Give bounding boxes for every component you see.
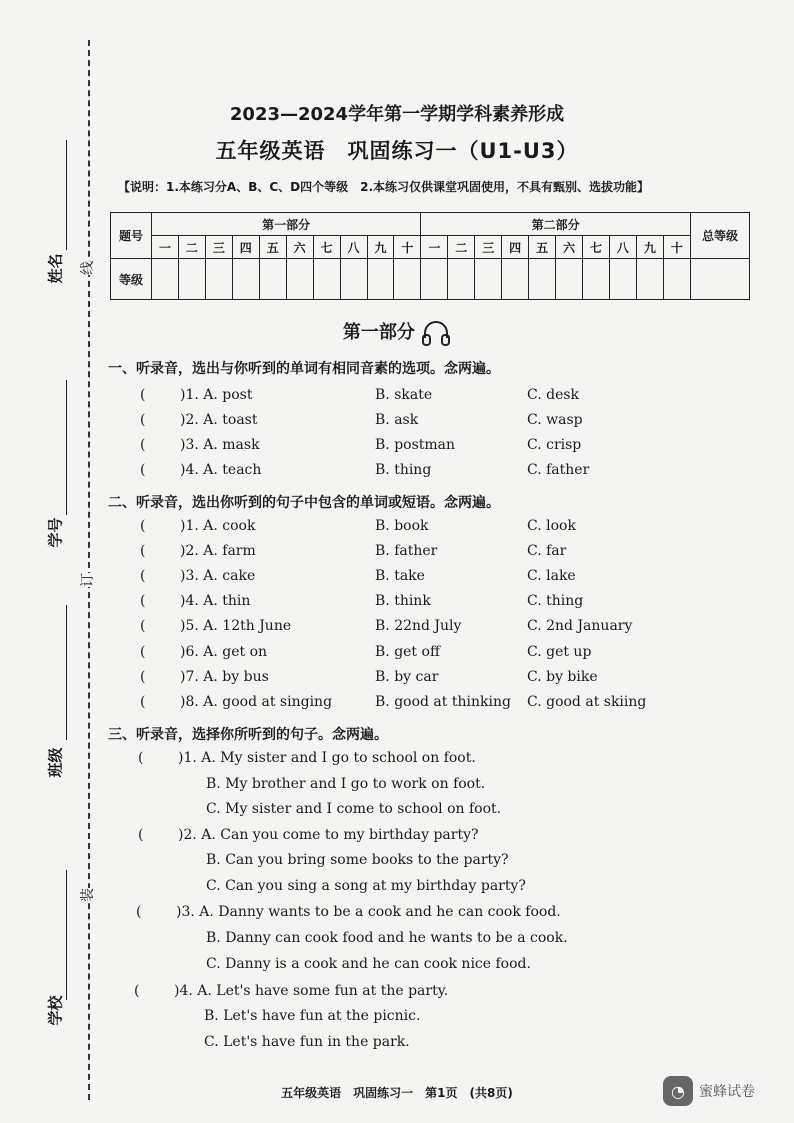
grade-cell[interactable] bbox=[152, 259, 179, 300]
grade-cell[interactable] bbox=[556, 259, 583, 300]
answer-paren[interactable]: ( bbox=[140, 462, 146, 478]
exam-title: 2023—2024学年第一学期学科素养形成 bbox=[229, 104, 565, 125]
option-c: C. lake bbox=[527, 568, 576, 584]
option-a: )3. A. cake bbox=[180, 568, 256, 584]
question-number: 十 bbox=[663, 236, 690, 259]
id-write-line[interactable] bbox=[66, 380, 67, 515]
grade-table bbox=[110, 212, 750, 300]
id-label: 学号 bbox=[46, 517, 65, 548]
class-label: 班级 bbox=[46, 747, 65, 778]
grade-cell[interactable] bbox=[583, 259, 610, 300]
option-b: B. My brother and I go to work on foot. bbox=[206, 776, 486, 792]
answer-paren[interactable]: ( bbox=[138, 827, 144, 843]
option-c: C. desk bbox=[527, 387, 580, 403]
school-write-line[interactable] bbox=[66, 870, 67, 1000]
total-grade-header: 总等级 bbox=[691, 213, 750, 259]
grade-cell[interactable] bbox=[448, 259, 475, 300]
grade-cell[interactable] bbox=[286, 259, 313, 300]
grade-cell[interactable] bbox=[178, 259, 205, 300]
option-a: )1. A. My sister and I go to school on foot. bbox=[178, 750, 476, 766]
grade-cell[interactable] bbox=[609, 259, 636, 300]
grade-cell[interactable] bbox=[502, 259, 529, 300]
answer-paren[interactable]: ( bbox=[138, 750, 144, 766]
option-b: B. father bbox=[375, 543, 438, 559]
question-number: 七 bbox=[583, 236, 610, 259]
option-c: C. good at skiing bbox=[527, 694, 647, 710]
option-b: B. book bbox=[375, 518, 429, 534]
question-number: 七 bbox=[313, 236, 340, 259]
option-c: C. far bbox=[527, 543, 567, 559]
grade-cell[interactable] bbox=[529, 259, 556, 300]
question-number: 五 bbox=[529, 236, 556, 259]
grade-cell[interactable] bbox=[259, 259, 286, 300]
grade-cell[interactable] bbox=[367, 259, 394, 300]
answer-paren[interactable]: ( bbox=[140, 644, 146, 660]
option-b: B. good at thinking bbox=[375, 694, 511, 710]
section-1-heading: 一、听录音，选出与你听到的单词有相同音素的选项。念两遍。 bbox=[108, 361, 500, 377]
answer-paren[interactable]: ( bbox=[140, 518, 146, 534]
option-a: )8. A. good at singing bbox=[180, 694, 333, 710]
watermark bbox=[663, 1076, 755, 1106]
question-number: 九 bbox=[367, 236, 394, 259]
answer-paren[interactable]: ( bbox=[140, 694, 146, 710]
option-c: C. My sister and I come to school on foot. bbox=[206, 801, 502, 817]
answer-paren[interactable]: ( bbox=[140, 412, 146, 428]
answer-paren[interactable]: ( bbox=[140, 387, 146, 403]
option-b: B. postman bbox=[375, 437, 456, 453]
grade-cell[interactable] bbox=[313, 259, 340, 300]
question-number: 六 bbox=[286, 236, 313, 259]
bind-char-line: 线 bbox=[77, 261, 97, 275]
option-a: )2. A. toast bbox=[180, 412, 258, 428]
option-b: B. ask bbox=[375, 412, 419, 428]
grade-cell[interactable] bbox=[636, 259, 663, 300]
grade-cell[interactable] bbox=[394, 259, 421, 300]
option-b: B. Can you bring some books to the party? bbox=[206, 852, 509, 868]
option-a: )2. A. Can you come to my birthday party? bbox=[178, 827, 479, 843]
grade-cell[interactable] bbox=[421, 259, 448, 300]
grade-cell[interactable] bbox=[475, 259, 502, 300]
grade-cell[interactable] bbox=[232, 259, 259, 300]
part1-title-wrap bbox=[0, 318, 794, 346]
total-grade-cell[interactable] bbox=[691, 259, 750, 300]
question-number: 二 bbox=[178, 236, 205, 259]
option-b: B. skate bbox=[375, 387, 433, 403]
option-c: C. father bbox=[527, 462, 590, 478]
option-c: C. look bbox=[527, 518, 576, 534]
option-c: C. Let's have fun in the park. bbox=[204, 1034, 410, 1050]
row-label-grade: 等级 bbox=[111, 259, 152, 300]
option-a: )2. A. farm bbox=[180, 543, 256, 559]
section-2-heading: 二、听录音，选出你听到的句子中包含的单词或短语。念两遍。 bbox=[108, 495, 500, 511]
option-b: B. thing bbox=[375, 462, 432, 478]
grade-cell[interactable] bbox=[340, 259, 367, 300]
question-number: 五 bbox=[259, 236, 286, 259]
option-b: B. get off bbox=[375, 644, 440, 660]
part1-title: 第一部分 bbox=[342, 322, 415, 343]
option-c: C. wasp bbox=[527, 412, 583, 428]
question-number: 一 bbox=[152, 236, 179, 259]
option-c: C. by bike bbox=[527, 669, 598, 685]
option-c: C. thing bbox=[527, 593, 584, 609]
row-label-number: 题号 bbox=[111, 213, 152, 259]
option-c: C. crisp bbox=[527, 437, 582, 453]
option-a: )1. A. post bbox=[180, 387, 253, 403]
option-a: )3. A. mask bbox=[180, 437, 260, 453]
answer-paren[interactable]: ( bbox=[140, 618, 146, 634]
question-number: 四 bbox=[502, 236, 529, 259]
option-b: B. take bbox=[375, 568, 425, 584]
instructions-note: 【说明：1.本练习分A、B、C、D四个等级 2.本练习仅供课堂巩固使用，不具有甄别、选拔功能】 bbox=[118, 180, 650, 194]
option-c: C. Danny is a cook and he can cook nice food. bbox=[206, 956, 531, 972]
grade-cell[interactable] bbox=[205, 259, 232, 300]
option-a: )5. A. 12th June bbox=[180, 618, 292, 634]
part1-header: 第一部分 bbox=[152, 213, 421, 236]
question-number: 八 bbox=[609, 236, 636, 259]
name-label: 姓名 bbox=[46, 253, 65, 284]
option-c: C. Can you sing a song at my birthday party? bbox=[206, 878, 526, 894]
question-number: 八 bbox=[340, 236, 367, 259]
option-b: B. think bbox=[375, 593, 431, 609]
option-b: B. 22nd July bbox=[375, 618, 462, 634]
part2-header: 第二部分 bbox=[421, 213, 691, 236]
option-a: )4. A. Let's have some fun at the party. bbox=[174, 983, 449, 999]
question-number: 三 bbox=[475, 236, 502, 259]
option-a: )7. A. by bus bbox=[180, 669, 269, 685]
watermark-text: 蜜蜂试卷 bbox=[699, 1084, 755, 1100]
answer-paren[interactable]: ( bbox=[136, 904, 142, 920]
option-b: B. Let's have fun at the picnic. bbox=[204, 1008, 421, 1024]
binding-dashed-line bbox=[88, 40, 90, 1100]
answer-paren[interactable]: ( bbox=[140, 669, 146, 685]
school-label: 学校 bbox=[46, 995, 65, 1026]
question-number: 二 bbox=[448, 236, 475, 259]
section-3-heading: 三、听录音，选择你所听到的句子。念两遍。 bbox=[108, 727, 388, 743]
option-a: )3. A. Danny wants to be a cook and he can cook food. bbox=[176, 904, 561, 920]
question-number: 四 bbox=[232, 236, 259, 259]
bind-char-staple: 订 bbox=[77, 573, 97, 587]
option-b: B. Danny can cook food and he wants to be a cook. bbox=[206, 930, 568, 946]
exam-subtitle: 五年级英语 巩固练习一（U1-U3） bbox=[215, 139, 579, 163]
answer-paren[interactable]: ( bbox=[140, 437, 146, 453]
question-number: 九 bbox=[636, 236, 663, 259]
option-a: )4. A. teach bbox=[180, 462, 262, 478]
question-number: 三 bbox=[205, 236, 232, 259]
page-footer: 五年级英语 巩固练习一 第1页 (共8页) bbox=[281, 1086, 513, 1100]
bee-logo-icon: ◔ bbox=[663, 1076, 693, 1106]
question-number: 一 bbox=[421, 236, 448, 259]
option-a: )1. A. cook bbox=[180, 518, 256, 534]
question-number: 十 bbox=[394, 236, 421, 259]
answer-paren[interactable]: ( bbox=[140, 568, 146, 584]
option-b: B. by car bbox=[375, 669, 439, 685]
option-a: )6. A. get on bbox=[180, 644, 268, 660]
answer-paren[interactable]: ( bbox=[140, 593, 146, 609]
class-write-line[interactable] bbox=[66, 605, 67, 740]
grade-cell[interactable] bbox=[663, 259, 690, 300]
headphones-icon bbox=[421, 320, 451, 346]
option-c: C. get up bbox=[527, 644, 592, 660]
option-a: )4. A. thin bbox=[180, 593, 251, 609]
question-number: 六 bbox=[556, 236, 583, 259]
answer-paren[interactable]: ( bbox=[134, 983, 140, 999]
option-c: C. 2nd January bbox=[527, 618, 633, 634]
bind-char-bind: 装 bbox=[77, 888, 97, 902]
answer-paren[interactable]: ( bbox=[140, 543, 146, 559]
